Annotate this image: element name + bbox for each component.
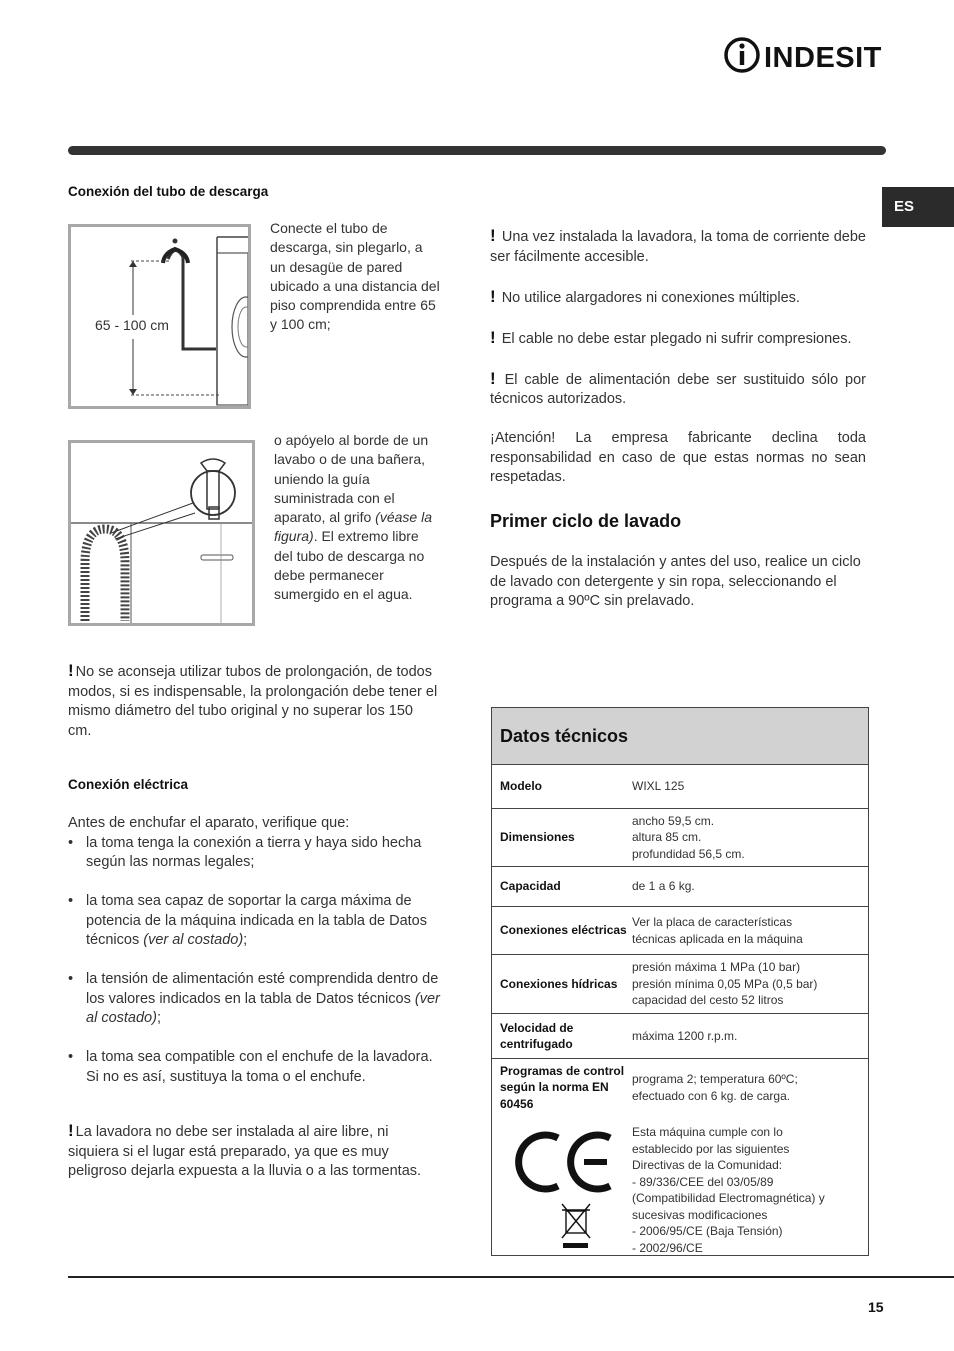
value-line: presión máxima 1 MPa (10 bar): [632, 960, 801, 975]
compliance-line: Esta máquina cumple con lo: [632, 1125, 783, 1139]
row-value: [632, 959, 868, 1009]
row-label: Modelo: [500, 779, 542, 794]
marks-cell: [492, 1116, 632, 1263]
compliance-line: - 89/336/CEE del 03/05/89: [632, 1174, 774, 1189]
compliance-line: establecido por las siguientes: [632, 1141, 790, 1156]
value-line: de 1 a 6 kg.: [632, 879, 695, 894]
row-value: [632, 914, 868, 947]
electric-heading: Conexión eléctrica: [68, 777, 189, 792]
ce-mark-icon: [492, 1116, 632, 1263]
weee-bin-icon: [562, 1204, 590, 1248]
warning-4: ! El cable de alimentación debe ser sustituido sólo por técnicos autorizados.: [490, 368, 866, 407]
warning-3: ! El cable no debe estar plegado ni sufrir compresiones.: [490, 327, 852, 347]
value-line: máxima 1200 r.p.m.: [632, 1028, 738, 1043]
compliance-line: Directivas de la Comunidad:: [632, 1158, 783, 1172]
row-label: Dimensiones: [500, 830, 575, 845]
value-line: Ver la placa de características: [632, 915, 793, 929]
row-value: [632, 1071, 868, 1104]
warning-icon: !: [68, 661, 74, 680]
value-line: altura 85 cm.: [632, 830, 702, 845]
table-row: [492, 867, 868, 907]
electric-intro: Antes de enchufar el aparato, verifique que:: [68, 815, 350, 831]
list-item: • la tensión de alimentación esté comprendida dentro de los valores indicados en la tabla de Datos técnicos (ver al costado);: [68, 970, 448, 1029]
top-rule: [68, 146, 886, 155]
tech-table-heading: Datos técnicos: [492, 708, 868, 765]
compliance-text: [632, 1116, 868, 1256]
list-item: • la toma sea capaz de soportar la carga máxima de potencia de la máquina indicada en la tabla de Datos técnicos (ver al costado);: [68, 892, 448, 951]
row-label: Capacidad: [500, 879, 561, 894]
height-range-label: 65 - 100 cm: [95, 316, 169, 335]
row-label: Velocidad de centrifugado: [500, 1020, 574, 1051]
warning-icon: !: [68, 1121, 74, 1140]
table-row: [492, 1059, 868, 1116]
bottom-rule: [68, 1276, 954, 1278]
drain-heading: Conexión del tubo de descarga: [68, 184, 269, 199]
value-line: capacidad del cesto 52 litros: [632, 993, 784, 1008]
row-value: [632, 778, 868, 795]
compliance-row: [492, 1116, 868, 1263]
table-row: [492, 765, 868, 809]
table-row: [492, 809, 868, 867]
table-row: [492, 907, 868, 955]
drain-wall-figure: [68, 224, 251, 409]
value-line: presión mínima 0,05 MPa (0,5 bar): [632, 976, 818, 991]
drain-para-2: o apóyelo al borde de un lavabo o de una bañera, uniendo la guía suministrada con el aparato, al grifo (véase la figura). El extremo libre del tubo de descarga no debe permanecer sumergido en el agua.: [274, 432, 432, 603]
indesit-logo: [724, 34, 890, 76]
warning-2: ! No utilice alargadores ni conexiones múltiples.: [490, 286, 800, 306]
electric-checklist: [68, 834, 448, 1088]
value-line: profundidad 56,5 cm.: [632, 846, 745, 861]
first-cycle-text: Después de la instalación y antes del uso, realice un ciclo de lavado con detergente y sin ropa, seleccionando el programa a 90ºC sin prelavado.: [490, 554, 861, 609]
attention-note: ¡Atención! La empresa fabricante declina toda responsabilidad en caso de que estas normas no sean respetadas.: [490, 430, 866, 485]
value-line: ancho 59,5 cm.: [632, 813, 715, 828]
value-line: WIXL 125: [632, 779, 685, 794]
language-tab: ES: [882, 187, 954, 227]
list-item: • la toma sea compatible con el enchufe de la lavadora. Si no es así, sustituya la toma o el enchufe.: [68, 1048, 448, 1087]
list-item: • la toma tenga la conexión a tierra y haya sido hecha según las normas legales;: [68, 834, 448, 873]
table-row: [492, 1014, 868, 1059]
value-line: programa 2; temperatura 60ºC;: [632, 1072, 798, 1086]
right-warnings: [490, 226, 866, 488]
warning-1: ! Una vez instalada la lavadora, la toma de corriente debe ser fácilmente accesible.: [490, 226, 866, 265]
compliance-line: - 2006/95/CE (Baja Tensión): [632, 1224, 783, 1238]
electric-warning: ! La lavadora no debe ser instalada al aire libre, ni siquiera si el lugar está preparado, ya que es muy peligroso dejarla expuesta a la lluvia o a las tormentas.: [68, 1121, 422, 1179]
drain-sink-figure: [68, 440, 255, 626]
row-label: Programas de control según la norma EN 60456: [500, 1063, 625, 1111]
value-line: técnicas aplicada en la máquina: [632, 931, 803, 946]
compliance-line: (Compatibilidad Electromagnética) y: [632, 1191, 825, 1205]
tech-data-table: [491, 707, 869, 1256]
row-value: [632, 813, 868, 863]
table-row: [492, 955, 868, 1014]
compliance-line: - 2002/96/CE: [632, 1240, 703, 1255]
row-label: Conexiones eléctricas: [500, 923, 627, 938]
drain-warning: ! No se aconseja utilizar tubos de prolongación, de todos modos, si es indispensable, la prolongación debe tener el mismo diámetro del tubo original y no superar los 150 cm.: [68, 661, 438, 739]
row-value: [632, 878, 868, 895]
brand-text: INDESIT: [764, 42, 882, 74]
page-number: 15: [868, 1299, 884, 1315]
row-value: [632, 1028, 868, 1045]
compliance-line: sucesivas modificaciones: [632, 1207, 768, 1222]
value-line: efectuado con 6 kg. de carga.: [632, 1088, 791, 1103]
row-label: Conexiones hídricas: [500, 976, 618, 991]
first-cycle-heading: Primer ciclo de lavado: [490, 511, 682, 531]
electric-section: [68, 814, 448, 1107]
drain-para-1: Conecte el tubo de descarga, sin plegarlo, a un desagüe de pared ubicado a una distancia del piso comprendida entre 65 y 100 cm;: [270, 220, 440, 333]
